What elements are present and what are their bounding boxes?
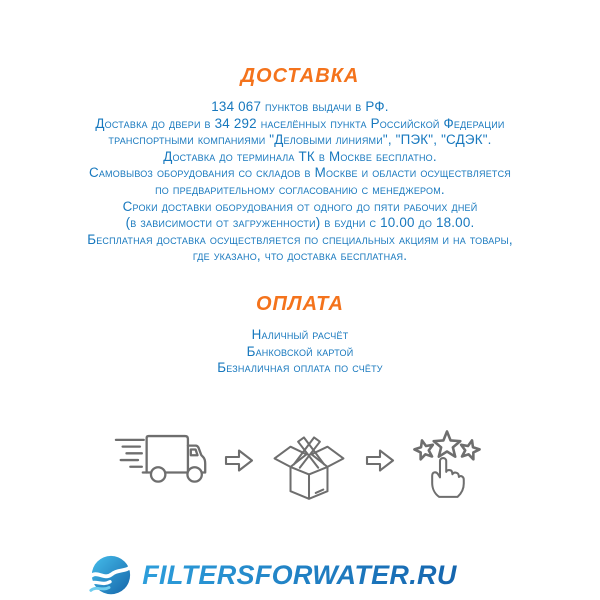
payment-line: Банковской картой <box>246 343 354 359</box>
info-page <box>87 0 513 599</box>
payment-section <box>87 292 513 377</box>
rating-stars-icon <box>408 421 486 501</box>
payment-title: ОПЛАТА <box>255 292 344 315</box>
logo-text: FILTERSFORWATER.RU <box>142 560 457 591</box>
payment-line: Наличный расчёт <box>251 326 349 342</box>
delivery-line: Доставка до терминала ТК в Москве бесплатно. <box>163 148 437 164</box>
delivery-line: Сроки доставки оборудования от одного до пяти рабочих дней <box>122 198 478 214</box>
water-wave-icon <box>87 553 133 599</box>
payment-line: Безналичная оплата по счёту <box>217 360 383 376</box>
payment-text <box>87 327 513 377</box>
delivery-line: Доставка до двери в 34 292 населённых пункта Российской Федерации <box>95 115 505 131</box>
delivery-line: транспортными компаниями "Деловыми линиями", "ПЭК", "СДЭК". <box>108 132 492 148</box>
delivery-line: Самовывоз оборудования со складов в Москве и области осуществляется <box>88 165 511 181</box>
delivery-line: по предварительному согласованию с менеджером. <box>155 181 445 197</box>
arrow-right-icon <box>364 446 395 475</box>
delivery-text <box>87 99 513 265</box>
delivery-line: Бесплатная доставка осуществляется по специальных акциям и на товары, <box>87 231 513 247</box>
delivery-line: где указано, что доставка бесплатная. <box>192 248 408 264</box>
arrow-right-icon <box>223 446 254 475</box>
delivery-line: 134 067 пунктов выдачи в РФ. <box>211 99 389 114</box>
package-box-icon <box>267 419 351 503</box>
delivery-line: (в зависимости от загруженности) в будни с 10.00 до 18.00. <box>125 215 475 231</box>
process-row <box>87 419 513 503</box>
delivery-title: ДОСТАВКА <box>240 65 360 87</box>
delivery-truck-icon <box>114 426 210 496</box>
delivery-section <box>87 64 513 265</box>
logo[interactable] <box>87 553 513 599</box>
